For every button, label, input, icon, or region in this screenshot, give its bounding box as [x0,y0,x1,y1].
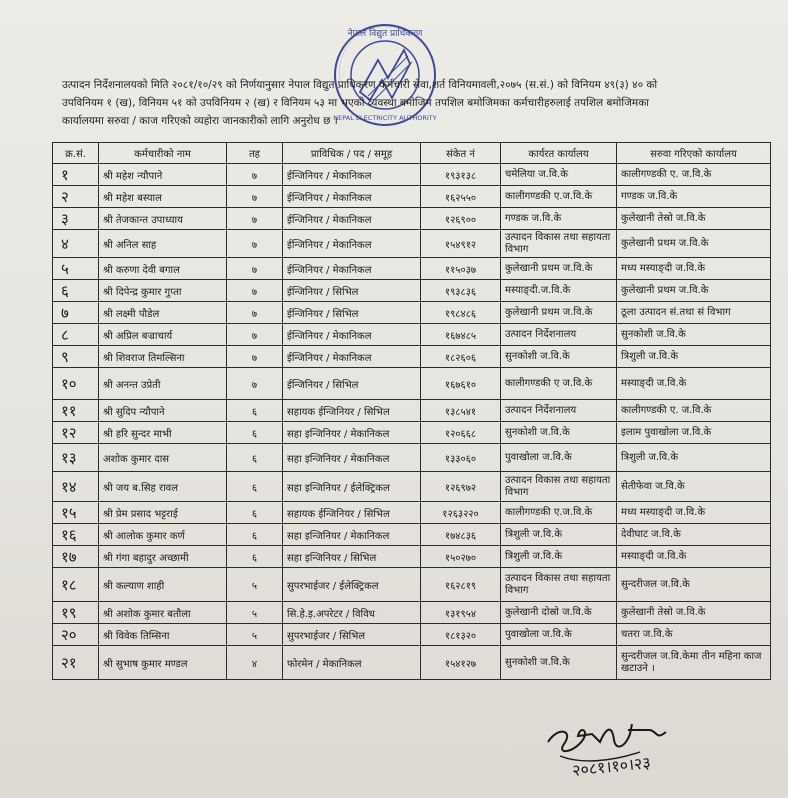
cell-level: ६ [227,546,283,568]
cell-name: अशोक कुमार दास [99,444,227,472]
cell-sn: ५ [53,258,99,280]
cell-level: ७ [227,324,283,346]
table-row [53,186,771,208]
table-row [53,208,771,230]
cell-current-office: सुनकोशी ज.वि.के [501,422,617,444]
cell-current-office: कुलेखानी दोस्रो ज.वि.के [501,602,617,624]
cell-current-office: उत्पादन विकास तथा सहायता विभाग [501,568,617,602]
cell-current-office: सुनकोशी ज.वि.के [501,646,617,680]
cell-transfer-office: कुलेखानी तेस्रो ज.वि.के [617,208,771,230]
cell-level: ७ [227,258,283,280]
cell-name: श्री तेजकान्त उपाध्याय [99,208,227,230]
cell-level: ५ [227,602,283,624]
cell-level: ७ [227,186,283,208]
cell-transfer-office: कुलेखानी प्रथम ज.वि.के [617,230,771,258]
cell-post: ईन्जिनियर / सिभिल [283,280,421,302]
header-sn: क्र.सं. [53,143,99,164]
table-row [53,164,771,186]
cell-post: ईन्जिनियर / सिभिल [283,302,421,324]
cell-code: १९३१३८ [421,164,501,186]
header-current-office: कार्यरत कार्यालय [501,143,617,164]
cell-level: ७ [227,164,283,186]
cell-level: ५ [227,568,283,602]
cell-name: श्री कल्याण शाही [99,568,227,602]
intro-line-3: कार्यालयमा सरुवा / काज गरिएको व्यहोरा जानकारीको लागि अनुरोध छ । [62,115,338,127]
cell-name: श्री महेश बस्याल [99,186,227,208]
cell-transfer-office: सुन्दरीजल ज.वि.केमा तीन महिना काज खटाउने । [617,646,771,680]
cell-transfer-office: गण्डक ज.वि.के [617,186,771,208]
table-row [53,258,771,280]
cell-post: सहा इन्जिनियर / मेकानिकल [283,422,421,444]
cell-level: ७ [227,208,283,230]
cell-sn: १४ [53,472,99,502]
cell-current-office: कुलेखानी प्रथम ज.वि.के [501,258,617,280]
cell-post: सुपरभाईजर / सिभिल [283,624,421,646]
cell-sn: ६ [53,280,99,302]
cell-name: श्री हरि सुन्दर माभी [99,422,227,444]
cell-transfer-office: मध्य मस्याङ्दी ज.वि.के [617,258,771,280]
cell-transfer-office: कुलेखानी तेस्रो ज.वि.के [617,602,771,624]
cell-post: ईन्जिनियर / मेकानिकल [283,324,421,346]
cell-code: १३१९५४ [421,602,501,624]
cell-level: ६ [227,444,283,472]
cell-sn: १८ [53,568,99,602]
cell-transfer-office: ठूला उत्पादन सं.तथा सं विभाग [617,302,771,324]
cell-sn: ३ [53,208,99,230]
cell-code: १५४१२७ [421,646,501,680]
cell-current-office: सुनकोशी ज.वि.के [501,346,617,368]
cell-code: १३३०६० [421,444,501,472]
table-row [53,546,771,568]
table-body [53,164,771,680]
cell-sn: १७ [53,546,99,568]
cell-name: श्री शिवराज तिमल्सिना [99,346,227,368]
header-level: तह [227,143,283,164]
table-row [53,624,771,646]
table-row [53,368,771,400]
cell-post: सि.हे.इ.अपरेटर / विविध [283,602,421,624]
cell-current-office: उत्पादन विकास तथा सहायता विभाग [501,472,617,502]
cell-sn: ११ [53,400,99,422]
cell-code: १२६९७२ [421,472,501,502]
cell-transfer-office: कालीगण्डकी ए. ज.वि.के [617,164,771,186]
cell-sn: २१ [53,646,99,680]
cell-transfer-office: मस्याङ्दी ज.वि.के [617,546,771,568]
cell-sn: १२ [53,422,99,444]
table-row [53,230,771,258]
cell-sn: १ [53,164,99,186]
cell-current-office: मस्याङ्दी.ज.वि.के [501,280,617,302]
intro-paragraph [62,76,762,130]
cell-transfer-office: सुन्दरीजल ज.वि.के [617,568,771,602]
cell-transfer-office: चतरा ज.वि.के [617,624,771,646]
cell-name: श्री जय ब.सिह रावल [99,472,227,502]
cell-current-office: गण्डक ज.वि.के [501,208,617,230]
cell-sn: ४ [53,230,99,258]
cell-transfer-office: कुलेखानी प्रथम ज.वि.के [617,280,771,302]
cell-current-office: कालीगण्डकी ए.ज.वि.के [501,186,617,208]
cell-name: श्री विवेक तिम्सिना [99,624,227,646]
cell-code: १९८४८६ [421,302,501,324]
cell-post: सुपरभाईजर / ईलेक्ट्रिकल [283,568,421,602]
cell-name: श्री अप्रिल बज्राचार्य [99,324,227,346]
cell-transfer-office: देवीघाट ज.वि.के [617,524,771,546]
cell-level: ६ [227,472,283,502]
cell-code: १८२६०६ [421,346,501,368]
cell-name: श्री अनिल साह [99,230,227,258]
cell-transfer-office: मस्याङ्दी ज.वि.के [617,368,771,400]
cell-current-office: त्रिशुली ज.वि.के [501,524,617,546]
cell-level: ६ [227,502,283,524]
cell-post: ईन्जिनियर / मेकानिकल [283,258,421,280]
cell-level: ६ [227,400,283,422]
svg-text:NEPAL ELECTRICITY AUTHORITY: NEPAL ELECTRICITY AUTHORITY [333,114,437,122]
cell-name: श्री लक्ष्मी पौडेल [99,302,227,324]
signature-date: २०८१।१०।२३ [571,752,652,781]
cell-code: १६७६१० [421,368,501,400]
cell-transfer-office: इलाम पुवाखोला ज.वि.के [617,422,771,444]
table-row [53,400,771,422]
cell-name: श्री अनन्त उप्रेती [99,368,227,400]
table-row [53,568,771,602]
header-code: संकेत नं [421,143,501,164]
cell-sn: ७ [53,302,99,324]
svg-text:नेपाल विद्युत प्राधिकरण: नेपाल विद्युत प्राधिकरण [347,29,423,39]
handwritten-signature [540,712,710,787]
cell-sn: १५ [53,502,99,524]
cell-code: १७४८३६ [421,524,501,546]
cell-name: श्री सुदिप न्यौपाने [99,400,227,422]
cell-name: श्री प्रेम प्रसाद भट्टराई [99,502,227,524]
cell-post: सहायक ईन्जिनियर / सिभिल [283,400,421,422]
cell-code: १२०६६८ [421,422,501,444]
cell-code: १८१३२० [421,624,501,646]
table-row [53,524,771,546]
cell-code: १५४९१२ [421,230,501,258]
cell-level: ६ [227,422,283,444]
cell-transfer-office: त्रिशुली ज.वि.के [617,346,771,368]
cell-post: सहायक ईन्जिनियर / सिभिल [283,502,421,524]
cell-name: श्री गंगा बहादुर अच्छामी [99,546,227,568]
cell-transfer-office: मध्य मस्याङ्दी ज.वि.के [617,502,771,524]
cell-code: १३८५४१ [421,400,501,422]
table-row [53,302,771,324]
table-row [53,324,771,346]
cell-post: सहा इन्जिनियर / ईलेक्ट्रिकल [283,472,421,502]
table-row [53,502,771,524]
cell-level: ७ [227,368,283,400]
cell-post: ईन्जिनियर / मेकानिकल [283,346,421,368]
cell-name: श्री सुभाष कुमार मण्डल [99,646,227,680]
cell-current-office: उत्पादन विकास तथा सहायता विभाग [501,230,617,258]
cell-name: श्री महेश न्यौपाने [99,164,227,186]
cell-code: १५०२७० [421,546,501,568]
table-row [53,646,771,680]
cell-transfer-office: सेतीफेवा ज.वि.के [617,472,771,502]
table-row [53,472,771,502]
cell-post: फोरमेन / मेकानिकल [283,646,421,680]
transfer-table [52,142,771,680]
cell-post: ईन्जिनियर / मेकानिकल [283,164,421,186]
cell-post: सहा इन्जिनियर / मेकानिकल [283,444,421,472]
cell-post: सहा इन्जिनियर / मेकानिकल [283,524,421,546]
cell-code: १६७४८५ [421,324,501,346]
cell-sn: २० [53,624,99,646]
cell-code: १६२५५० [421,186,501,208]
cell-current-office: कालीगण्डकी ए ज.वि.के [501,368,617,400]
cell-sn: १९ [53,602,99,624]
table-header-row [53,143,771,164]
cell-post: सहा इन्जिनियर / सिभिल [283,546,421,568]
cell-post: ईन्जिनियर / मेकानिकल [283,186,421,208]
header-transfer-office: सरुवा गरिएको कार्यालय [617,143,771,164]
cell-post: ईन्जिनियर / मेकानिकल [283,208,421,230]
cell-current-office: कालीगण्डकी ए.ज.वि.के [501,502,617,524]
table-row [53,602,771,624]
intro-line-1: उत्पादन निर्देशनालयको मिति २०८१/१०/२९ को निर्णयानुसार नेपाल विद्युत प्राधिकरण कर्मचारी सेवा,शर्त विनियमावली,२०७५ (स.सं.) को विनियम ४९(३) ४० को [62,79,658,91]
cell-level: ७ [227,302,283,324]
cell-sn: १६ [53,524,99,546]
cell-current-office: उत्पादन निर्देशनालय [501,324,617,346]
cell-current-office: पुवाखोला ज.वि.के [501,444,617,472]
cell-current-office: कुलेखानी प्रथम ज.वि.के [501,302,617,324]
cell-level: ७ [227,230,283,258]
table-row [53,444,771,472]
cell-name: श्री आलोक कुमार कर्ण [99,524,227,546]
cell-transfer-office: सुनकोशी ज.वि.के [617,324,771,346]
cell-level: ७ [227,346,283,368]
cell-name: श्री अशोक कुमार बतौला [99,602,227,624]
cell-sn: ८ [53,324,99,346]
cell-code: १२६३२२० [421,502,501,524]
cell-level: ६ [227,524,283,546]
cell-level: ७ [227,280,283,302]
intro-line-2: उपविनियम १ (ख), विनियम ५१ को उपविनियम २ (ख) र विनियम ५३ मा भएको व्यवस्था बमोजिम तपशिल बमोजिमका कर्मचारीहरुलाई तपशिल बमोजिमका [62,97,649,109]
cell-current-office: त्रिशुली ज.वि.के [501,546,617,568]
header-name: कर्मचारीको नाम [99,143,227,164]
cell-transfer-office: त्रिशुली ज.वि.के [617,444,771,472]
cell-sn: १० [53,368,99,400]
cell-level: ५ [227,624,283,646]
cell-current-office: उत्पादन निर्देशनालय [501,400,617,422]
cell-post: ईन्जिनियर / सिभिल [283,368,421,400]
cell-post: ईन्जिनियर / मेकानिकल [283,230,421,258]
cell-code: १२६९०० [421,208,501,230]
cell-code: ११५०३७ [421,258,501,280]
cell-name: श्री करुणा देवी बगाल [99,258,227,280]
cell-code: १६२८१९ [421,568,501,602]
cell-code: १९३८३६ [421,280,501,302]
cell-sn: ९ [53,346,99,368]
cell-current-office: पुवाखोला ज.वि.के [501,624,617,646]
cell-sn: २ [53,186,99,208]
cell-transfer-office: कालीगण्डकी ए. ज.वि.के [617,400,771,422]
table-row [53,422,771,444]
table-row [53,280,771,302]
header-post: प्राविधिक / पद / समूह [283,143,421,164]
cell-level: ४ [227,646,283,680]
cell-sn: १३ [53,444,99,472]
cell-current-office: चमेलिया ज.वि.के [501,164,617,186]
table-row [53,346,771,368]
cell-name: श्री दिपेन्द्र कुमार गुप्ता [99,280,227,302]
